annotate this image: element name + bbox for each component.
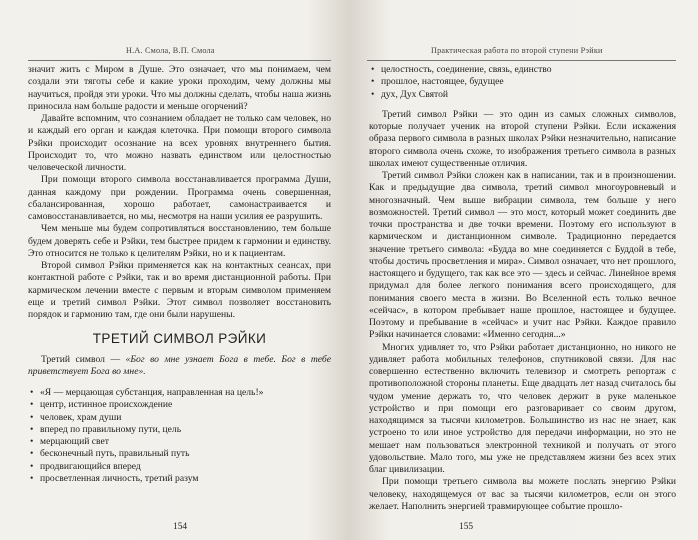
right-page-number: 155 (459, 522, 474, 532)
right-paragraph: Третий символ Рэйки — это один из самых сложных символов, которые получает ученик на второй ступени Рэйки. Если искажения образа первого символа в разных школах Рэйки незначительно, написание второго символа очень схоже, то изображения третьего символа в разных школах имеют существенные отличия. (369, 108, 676, 169)
epigraph-lead: Третий символ — (41, 353, 126, 365)
left-header-rule (28, 60, 331, 61)
list-item: • человек, храм души (28, 412, 331, 424)
left-paragraph: При помощи второго символа восстанавливается программа Души, данная каждому при рождении. Программа очень совершенная, сбалансированная, хорошо работает, самонастраивается и самовосстанавливается, но мы, несмотря на наши усилия ее разрушить. (28, 174, 331, 222)
list-item: • прошлое, настоящее, будущее (369, 76, 676, 88)
left-page-number: 154 (173, 522, 188, 532)
right-paragraph: При помощи третьего символа вы можете послать энергию Рэйки человеку, находящемуся от вас за тысячи километров, если он этого желает. Наполнить энергией травмирующее событие прошло- (369, 476, 676, 512)
right-paragraph: Многих удивляет то, что Рэйки работает дистанционно, но никого не удивляет работа мобильных телефонов, спутниковой связи. Для нас совершенно естественно включить телевизор и смотреть репортаж с противоположной стороны планеты. Еще двадцать лет назад считалось бы чудом умение держать то, что человек держит в руке маленькое устройство и при помощи его разговаривает со своим другом, находящимся за тысячи километров. Большинство из нас не знает, как устроено то или иное устройство для передачи информации, но это не мешает нам пользоваться электронной техникой и получать от этого удовольствие. Мало того, мы уже не представляем жизни без всех этих благ цивилизации. (369, 341, 676, 475)
left-paragraph: значит жить с Миром в Душе. Это означает, что мы понимаем, чем создали эти тяготы себе и какие уроки проходим, чему должны мы научиться, пройдя эти уроки. Что мы должны сделать, чтобы наша жизнь приносила нам больше радости и меньше огорчений? (28, 64, 331, 112)
right-paragraph: Третий символ Рэйки сложен как в написании, так и в произношении. Как и предыдущие два символа, третий символ многоуровневый и многозначный. Чем выше вибрации символа, тем больше у него возможностей. Третий символ — это мост, который может соединить две точки пространства и две точки времени. Поэтому его используют в кармическом и дистанционном символе. Традиционно передается значение третьего символа: «Будда во мне соединяется с Буддой в тебе, чтобы достичь просветления и мира». Символ означает, что нет прошлого, настоящего и будущего, так как все это — здесь и сейчас. Линейное время придумал для более легкого понимания всего происходящего, для понимания своего места в жизни. Во Вселенной есть только вечное «сейчас», в котором пребывает наше прошлое, настоящее и будущее. Поэтому и пребывание в «сейчас» и учит нас Рэйки. Каждое правило Рэйки начинается словами: «Именно сегодня...» (369, 170, 676, 341)
list-item: • «Я — мерцающая субстанция, направленная на цель!» (28, 387, 331, 399)
list-item: • центр, истинное происхождение (28, 399, 331, 411)
epigraph (28, 354, 331, 379)
right-header-rule (367, 60, 676, 61)
right-page (349, 0, 698, 540)
epigraph-quote: «Бог во мне узнает Бога в тебе. Бог в тебе приветствует Бога во мне». (28, 353, 331, 377)
right-page-body (369, 64, 676, 513)
left-paragraph: Чем меньше мы будем сопротивляться восстановлению, тем больше будем доверять себе и Рэйки, тем быстрее придем к гармонии и единству. Это относится не только к целителям Рэйки, но и к пациентам. (28, 223, 331, 259)
list-item: • просветленная личность, третий разум (28, 473, 331, 485)
list-item: • бесконечный путь, правильный путь (28, 448, 331, 460)
symbol-meanings-list-continued (369, 64, 676, 101)
list-item: • целостность, соединение, связь, единство (369, 64, 676, 76)
list-item: • продвигающийся вперед (28, 461, 331, 473)
left-paragraph: Давайте вспомним, что сознанием обладает не только сам человек, но и каждый его орган и каждая клеточка. При помощи второго символа Рэйки происходит осознание на всех уровнях внутреннего бытия. Происходит то, что можно назвать единством или целостностью человеческой личности. (28, 113, 331, 173)
left-page-body (28, 64, 331, 485)
list-item: • мерцающий свет (28, 436, 331, 448)
section-heading: ТРЕТИЙ СИМВОЛ РЭЙКИ (92, 331, 267, 347)
left-paragraph: Второй символ Рэйки применяется как на контактных сеансах, при контактной работе с Рэйки, так и во время дистанционной работы. При кармическом лечении вместе с первым и вторым символом применяем еще и третий символ Рэйки. Этот символ позволяет восстановить порядок и гармонию там, где они были нарушены. (28, 260, 331, 320)
list-item: • дух, Дух Святой (369, 89, 676, 101)
list-item: • вперед по правильному пути, цель (28, 424, 331, 436)
left-running-head: Н.А. Смола, В.П. Смола (126, 46, 215, 55)
symbol-meanings-list (28, 387, 331, 485)
spacer (369, 101, 676, 109)
right-running-head: Практическая работа по второй ступени Рэйки (431, 46, 603, 55)
